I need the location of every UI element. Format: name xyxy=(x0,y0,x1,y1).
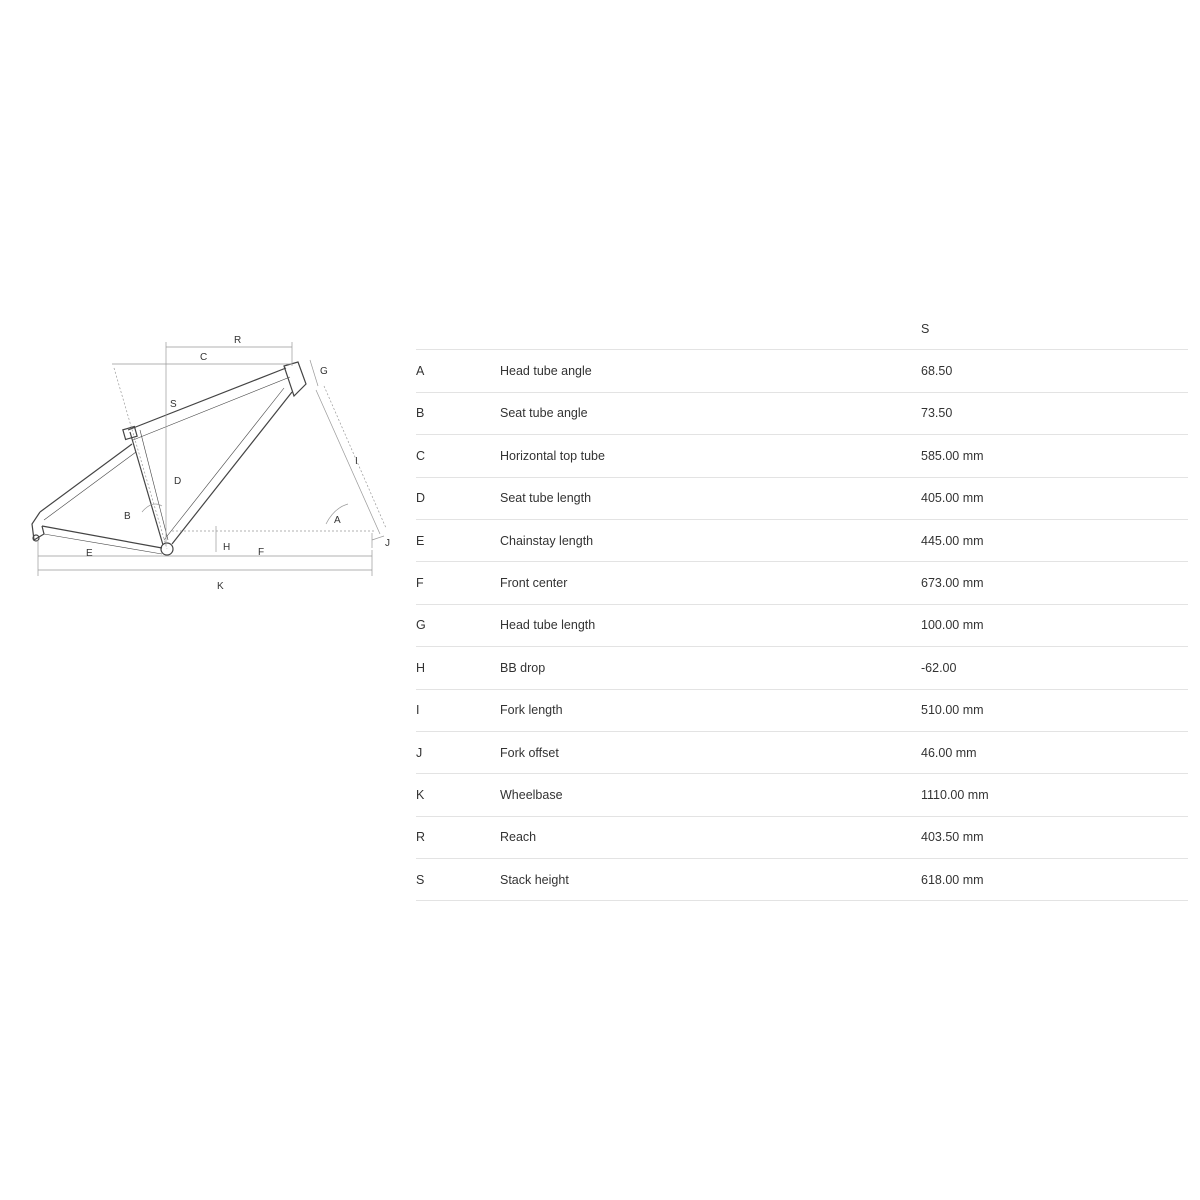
table-row xyxy=(416,562,1188,604)
seat-tube-inner xyxy=(140,430,168,540)
row-label: Horizontal top tube xyxy=(500,435,921,477)
head-tube xyxy=(284,362,306,396)
label-a: A xyxy=(334,515,341,526)
table-row xyxy=(416,392,1188,434)
row-value: 510.00 mm xyxy=(921,689,1188,731)
row-label: Fork offset xyxy=(500,731,921,773)
row-code: B xyxy=(416,392,500,434)
label-k: K xyxy=(217,581,224,592)
row-value: 673.00 mm xyxy=(921,562,1188,604)
label-g: G xyxy=(320,366,328,377)
label-f: F xyxy=(258,547,265,558)
table-row xyxy=(416,859,1188,901)
geometry-rows xyxy=(416,350,1188,901)
seat-tube xyxy=(130,432,163,545)
fork-offset-line xyxy=(372,536,384,540)
label-j: J xyxy=(385,538,390,549)
dimension-lines xyxy=(38,342,386,576)
row-code: H xyxy=(416,647,500,689)
down-tube-inner xyxy=(164,388,284,540)
row-value: 405.00 mm xyxy=(921,477,1188,519)
geometry-table xyxy=(416,308,1188,901)
top-tube xyxy=(128,368,286,430)
row-value: 403.50 mm xyxy=(921,816,1188,858)
row-code: C xyxy=(416,435,500,477)
row-label: BB drop xyxy=(500,647,921,689)
header-label xyxy=(500,308,921,350)
head-tube-length-line xyxy=(310,360,318,386)
row-label: Wheelbase xyxy=(500,774,921,816)
seat-stay-inner xyxy=(44,452,136,520)
row-code: F xyxy=(416,562,500,604)
label-h: H xyxy=(223,542,231,553)
dimension-labels xyxy=(86,335,390,592)
table-row xyxy=(416,435,1188,477)
row-code: G xyxy=(416,604,500,646)
row-label: Seat tube length xyxy=(500,477,921,519)
header-code xyxy=(416,308,500,350)
label-e: E xyxy=(86,548,93,559)
row-code: J xyxy=(416,731,500,773)
row-value: 68.50 xyxy=(921,350,1188,392)
table-row xyxy=(416,816,1188,858)
row-code: D xyxy=(416,477,500,519)
label-d: D xyxy=(174,476,182,487)
label-r: R xyxy=(234,335,242,346)
table-row xyxy=(416,604,1188,646)
down-tube xyxy=(172,392,292,544)
row-code: S xyxy=(416,859,500,901)
table-row xyxy=(416,477,1188,519)
frame-geometry-diagram xyxy=(20,320,400,600)
row-value: 585.00 mm xyxy=(921,435,1188,477)
table-row xyxy=(416,731,1188,773)
label-i: I xyxy=(355,456,358,467)
row-label: Seat tube angle xyxy=(500,392,921,434)
top-tube-inner xyxy=(133,377,290,440)
table-row xyxy=(416,774,1188,816)
header-size: S xyxy=(921,308,1188,350)
row-value: 46.00 mm xyxy=(921,731,1188,773)
row-label: Front center xyxy=(500,562,921,604)
row-code: R xyxy=(416,816,500,858)
row-code: I xyxy=(416,689,500,731)
table-row xyxy=(416,647,1188,689)
label-s: S xyxy=(170,399,177,410)
row-label: Head tube length xyxy=(500,604,921,646)
label-b: B xyxy=(124,511,131,522)
row-label: Stack height xyxy=(500,859,921,901)
row-value: 445.00 mm xyxy=(921,519,1188,561)
row-code: E xyxy=(416,519,500,561)
row-value: 618.00 mm xyxy=(921,859,1188,901)
row-label: Chainstay length xyxy=(500,519,921,561)
row-code: K xyxy=(416,774,500,816)
table-row xyxy=(416,519,1188,561)
label-c: C xyxy=(200,352,208,363)
table-row xyxy=(416,350,1188,392)
row-label: Fork length xyxy=(500,689,921,731)
row-value: 73.50 xyxy=(921,392,1188,434)
table-row xyxy=(416,689,1188,731)
table-header-row xyxy=(416,308,1188,350)
row-code: A xyxy=(416,350,500,392)
fork-length-line xyxy=(316,390,380,534)
seat-axis-line xyxy=(114,368,167,549)
row-value: 1110.00 mm xyxy=(921,774,1188,816)
row-value: -62.00 xyxy=(921,647,1188,689)
row-value: 100.00 mm xyxy=(921,604,1188,646)
bike-frame xyxy=(32,362,306,555)
seat-stay xyxy=(40,444,132,512)
row-label: Head tube angle xyxy=(500,350,921,392)
row-label: Reach xyxy=(500,816,921,858)
